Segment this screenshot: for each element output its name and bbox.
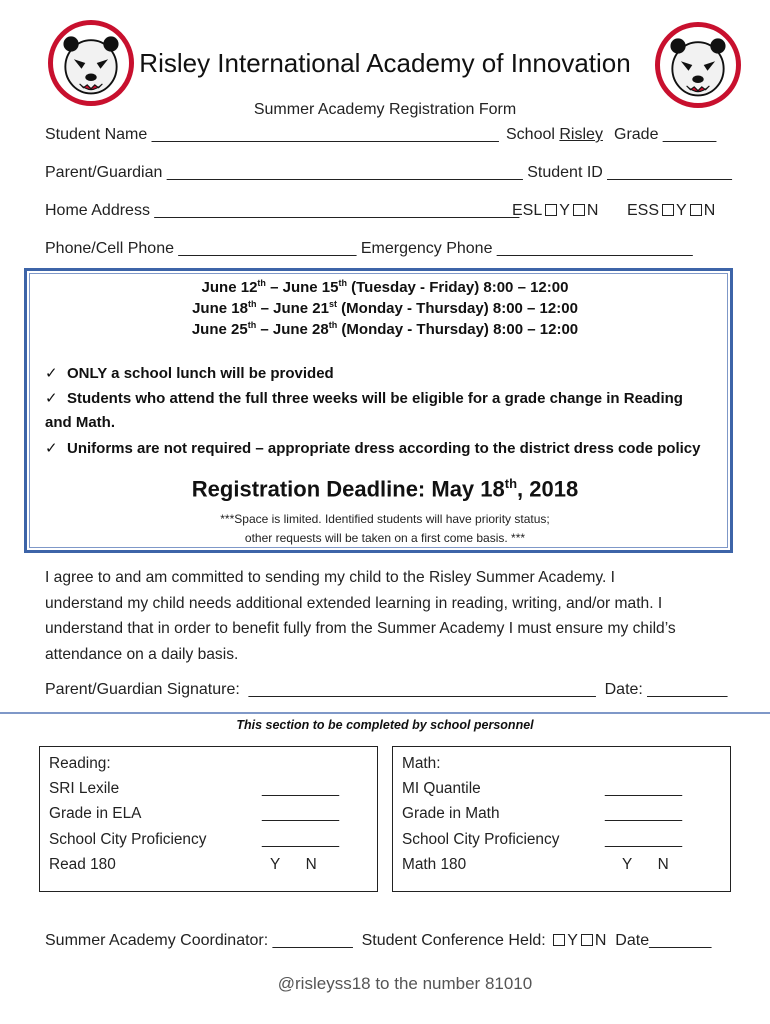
form-subtitle: Summer Academy Registration Form <box>253 101 517 118</box>
bullet-grade-change-cont: and Math. <box>45 414 115 431</box>
registration-deadline: Registration Deadline: May 18th, 2018 <box>191 476 579 502</box>
coordinator-text: Summer Academy Coordinator: _________ Student Conference Held: <box>45 932 551 949</box>
math-180-label: Math 180 <box>402 856 467 873</box>
grade-math-label: Grade in Math <box>402 805 500 822</box>
read-180-yn[interactable]: Y N <box>270 856 317 873</box>
checkmark-icon: ✓ <box>45 440 58 457</box>
ess-yes-checkbox[interactable] <box>662 204 674 216</box>
text-code-footer: @risleyss18 to the number 81010 <box>277 974 533 993</box>
sri-lexile-label: SRI Lexile <box>49 780 120 797</box>
reading-card <box>39 746 378 892</box>
agreement-line: understand that in order to benefit fully from the Summer Academy I must ensure my child’s <box>45 620 676 637</box>
grade-math-input[interactable]: _________ <box>605 805 683 822</box>
ess-no-label: N <box>703 202 716 219</box>
grade-ela-input[interactable]: _________ <box>262 805 340 822</box>
conference-no-date: N Date_______ <box>594 932 712 949</box>
parent-guardian-field[interactable]: Parent/Guardian ________________________________________ Student ID ______________ <box>45 164 732 181</box>
conference-no-checkbox[interactable] <box>581 934 593 946</box>
signature-field[interactable]: Parent/Guardian Signature: _______________________________________ Date: _________ <box>45 681 728 698</box>
grade-ela-label: Grade in ELA <box>49 805 142 822</box>
student-name-field[interactable]: Student Name _______________________________________ <box>45 126 499 143</box>
bullet-grade-change: ✓ Students who attend the full three weeks will be eligible for a grade change in Reading <box>45 390 683 407</box>
conference-yes-checkbox[interactable] <box>553 934 565 946</box>
space-note-1: ***Space is limited. Identified students will have priority status; <box>220 512 550 526</box>
checkmark-icon: ✓ <box>45 390 58 407</box>
math-proficiency-label: School City Proficiency <box>402 831 560 848</box>
grade-field[interactable]: Grade ______ <box>614 126 717 143</box>
reading-proficiency-label: School City Proficiency <box>49 831 207 848</box>
school-value: Risley <box>559 126 603 143</box>
agreement-line: understand my child needs additional extended learning in reading, writing, and/or math. I <box>45 594 663 612</box>
reading-heading: Reading: <box>49 755 111 772</box>
school-label: School <box>506 126 560 143</box>
mi-quantile-input[interactable]: _________ <box>605 780 683 797</box>
space-note-2: other requests will be taken on a first come basis. *** <box>244 531 526 545</box>
ess-field <box>627 202 715 220</box>
esl-no-checkbox[interactable] <box>573 204 585 216</box>
conference-yes-label: Y <box>567 932 578 949</box>
school-field[interactable] <box>506 126 603 144</box>
esl-field <box>512 202 598 220</box>
math-180-yn[interactable]: Y N <box>622 856 669 873</box>
ess-yes-label: Y <box>676 202 687 219</box>
esl-yes-checkbox[interactable] <box>545 204 557 216</box>
mi-quantile-label: MI Quantile <box>402 780 481 797</box>
esl-no-label: N <box>586 202 599 219</box>
math-heading: Math: <box>402 755 441 772</box>
checkmark-icon: ✓ <box>45 365 58 382</box>
agreement-paragraph <box>45 565 745 667</box>
agreement-line: I agree to and am committed to sending my child to the Risley Summer Academy. I <box>45 569 616 586</box>
schedule-line-1: June 12th – June 15th (Tuesday - Friday) 8:00 – 12:00 <box>201 278 569 296</box>
agreement-line: attendance on a daily basis. <box>45 645 239 663</box>
ess-label: ESS <box>627 202 660 219</box>
sri-lexile-input[interactable]: _________ <box>262 780 340 797</box>
reading-proficiency-input[interactable]: _________ <box>262 831 340 848</box>
math-card <box>392 746 731 892</box>
section-title: This section to be completed by school personnel <box>236 718 534 732</box>
bullet-lunch: ✓ ONLY a school lunch will be provided <box>45 365 334 382</box>
coordinator-field[interactable] <box>45 932 711 950</box>
schedule-line-2: June 18th – June 21st (Monday - Thursday) 8:00 – 12:00 <box>192 299 578 317</box>
esl-label: ESL <box>512 202 543 219</box>
page-title: Risley International Academy of Innovation <box>139 48 631 78</box>
ess-no-checkbox[interactable] <box>690 204 702 216</box>
read-180-label: Read 180 <box>49 856 116 873</box>
section-divider <box>0 712 770 714</box>
phone-field[interactable]: Phone/Cell Phone ____________________ Emergency Phone ______________________ <box>45 240 693 257</box>
schedule-line-3: June 25th – June 28th (Monday - Thursday) 8:00 – 12:00 <box>191 320 579 338</box>
esl-yes-label: Y <box>559 202 570 219</box>
math-proficiency-input[interactable]: _________ <box>605 831 683 848</box>
home-address-field[interactable]: Home Address _________________________________________ <box>45 202 520 219</box>
bullet-uniforms: ✓ Uniforms are not required – appropriate dress according to the district dress code policy <box>45 440 701 457</box>
